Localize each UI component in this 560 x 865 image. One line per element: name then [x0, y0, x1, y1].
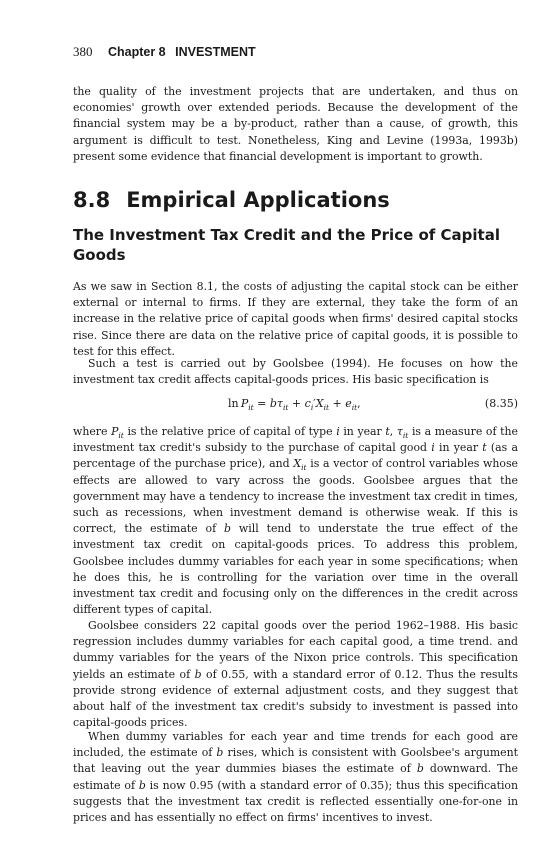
running-header — [73, 44, 256, 60]
equation-body: $\ln P_{it} = b\tau_{it} + c_i'X_{it} + e_{it}$, — [228, 397, 361, 413]
section-heading — [73, 186, 390, 214]
equation-8-35 — [73, 397, 518, 415]
paragraph-regression: Goolsbee considers 22 capital goods over the period 1962–1988. His basic regression includes dummy variables for each capital good, a time trend. and dummy variables for the years of the Nixon price controls. This specification yields an estimate of b of 0.55, with a standard error of 0.12. Thus the results provide strong evidence of external adjustment costs, and they suggest that about half of the investment tax credit's subsidy to investment is passed into capital-goods prices. — [73, 619, 518, 730]
paragraph-goolsbee-intro: Such a test is carried out by Goolsbee (1994). He focuses on how the investment tax credit affects capital-goods prices. His basic specification is — [73, 357, 518, 387]
page-number: 380 — [73, 44, 93, 59]
chapter-label: Chapter 8 — [107, 45, 166, 59]
chapter-title: INVESTMENT — [175, 45, 256, 59]
paragraph-intro: As we saw in Section 8.1, the costs of adjusting the capital stock can be either external or internal to firms. If they are external, they take the form of an increase in the relative price of capital goods when firms' desired capital stocks rise. Since there are data on the relative price of capital goods, it is possible to test for this effect. — [73, 280, 518, 358]
section-number: 8.8 — [73, 188, 111, 212]
subsection-heading: The Investment Tax Credit and the Price of Capital Goods — [73, 226, 500, 264]
paragraph-dummies: When dummy variables for each year and time trends for each good are included, the estimate of b rises, which is consistent with Goolsbee's argument that leaving out the year dummies biases the estimate of b downward. The estimate of b is now 0.95 (with a standard error of 0.35); thus this specification suggests that the investment tax credit is reflected essentially one-for-one in prices and has essentially no effect on firms' incentives to invest. — [73, 730, 519, 825]
section-title: Empirical Applications — [126, 188, 390, 212]
paragraph-continued: the quality of the investment projects that are undertaken, and thus on economies' growth over extended periods. Because the development of the financial system may be a by-product, rather than a cause, of growth, this argument is difficult to test. Nonetheless, King and Levine (1993a, 1993b) present some evidence that financial development is important to growth. — [73, 85, 518, 163]
paragraph-where: where $P_{it}$ is the relative price of capital of type i in year t, $\tau_{it}$ is a measure of the investment tax credit's subsidy to the purchase of capital good i in year t (as a percentage of the purchase price), and $X_{it}$ is a vector of control variables whose effects are allowed to vary across the goods. Goolsbee argues that the government may have a tendency to increase the investment tax credit in times, such as recessions, when investment demand is otherwise weak. If this is correct, the estimate of b will tend to understate the true effect of the investment tax credit on capital-goods prices. To address this problem, Goolsbee includes dummy variables for each year in some specifications; when he does this, he is controlling for the variation over time in the overall investment tax credit and focusing only on the differences in the credit across different types of capital. — [73, 425, 518, 617]
equation-number: (8.35) — [484, 397, 518, 410]
